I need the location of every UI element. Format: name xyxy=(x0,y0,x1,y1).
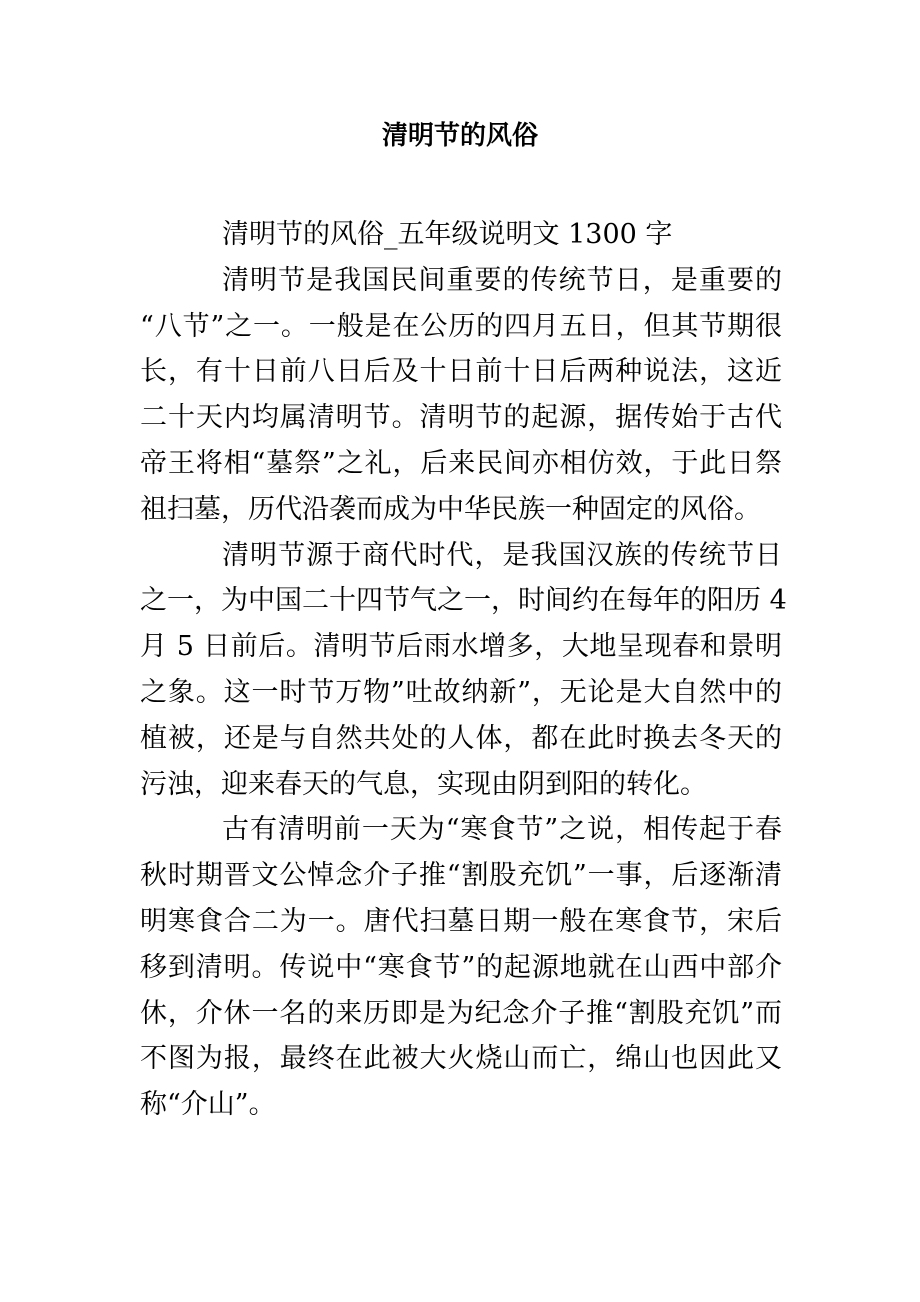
paragraph-line: “八节”之一。一般是在公历的四月五日，但其节期很 xyxy=(140,310,782,342)
paragraph-line: 长，有十日前八日后及十日前十日后两种说法，这近 xyxy=(140,356,782,388)
paragraph-line: 之象。这一时节万物”吐故纳新”，无论是大自然中的 xyxy=(140,676,782,708)
paragraph-line: 植被，还是与自然共处的人体，都在此时换去冬天的 xyxy=(140,722,782,754)
paragraph-line: 祖扫墓，历代沿袭而成为中华民族一种固定的风俗。 xyxy=(140,493,761,525)
paragraph-1 xyxy=(140,258,782,533)
paragraph-line: 不图为报，最终在此被大火烧山而亡，绵山也因此又 xyxy=(140,1043,782,1075)
paragraph-line: 称“介山”。 xyxy=(140,1089,276,1121)
paragraph-line: 之一，为中国二十四节气之一，时间约在每年的阳历 4 xyxy=(140,585,787,617)
paragraph-line: 古有清明前一天为“寒食节”之说，相传起于春 xyxy=(222,814,782,846)
document-body xyxy=(140,212,787,1128)
paragraph-line: 明寒食合二为一。唐代扫墓日期一般在寒食节，宋后 xyxy=(140,905,782,937)
document-subtitle: 清明节的风俗_五年级说明文 1300 字 xyxy=(222,219,673,250)
paragraph-line: 清明节是我国民间重要的传统节日，是重要的 xyxy=(222,264,782,296)
paragraph-line: 月 5 日前后。清明节后雨水增多，大地呈现春和景明 xyxy=(140,631,782,663)
paragraph-2 xyxy=(140,533,787,808)
paragraph-line: 清明节源于商代时代，是我国汉族的传统节日 xyxy=(222,539,782,571)
paragraph-line: 秋时期晋文公悼念介子推“割股充饥”一事，后逐渐清 xyxy=(140,860,782,892)
paragraph-3 xyxy=(140,807,782,1128)
paragraph-line: 休，介休一名的来历即是为纪念介子推“割股充饥”而 xyxy=(140,997,782,1029)
document-title: 清明节的风俗 xyxy=(381,121,538,151)
paragraph-line: 污浊，迎来春天的气息，实现由阴到阳的转化。 xyxy=(140,768,707,800)
paragraph-line: 移到清明。传说中“寒食节”的起源地就在山西中部介 xyxy=(140,951,782,983)
paragraph-line: 二十天内均属清明节。清明节的起源，据传始于古代 xyxy=(140,402,782,434)
paragraph-line: 帝王将相“墓祭”之礼，后来民间亦相仿效，于此日祭 xyxy=(140,447,782,479)
